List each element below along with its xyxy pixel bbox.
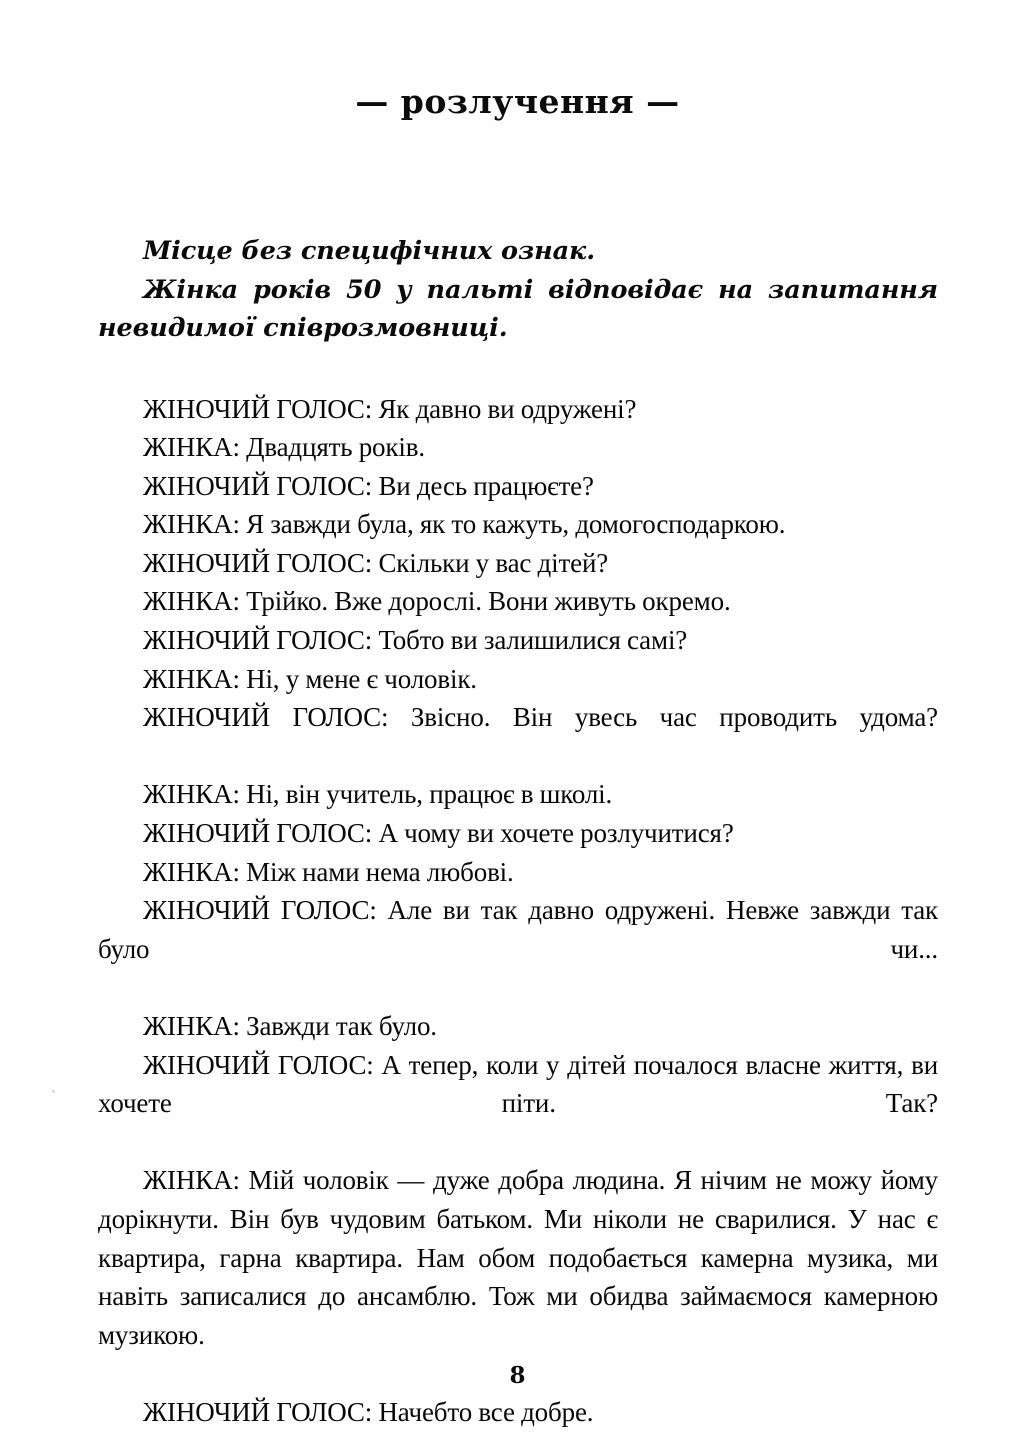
- page-title: — розлучення —: [355, 82, 680, 121]
- dialogue-line: ЖІНОЧИЙ ГОЛОС: А чому ви хочете розлучитися?: [143, 818, 734, 849]
- dialogue-line: ЖІНОЧИЙ ГОЛОС: Ви десь працюєте?: [143, 470, 594, 501]
- dialogue-line: ЖІНОЧИЙ ГОЛОС: Начебто все добре.: [143, 1396, 594, 1427]
- dialogue-line: ЖІНОЧИЙ ГОЛОС: Але ви так давно одружені. Невже завжди так було чи...: [98, 895, 938, 964]
- stage-direction: Місце без специфічних ознак.: [143, 236, 595, 266]
- dialogue-line: ЖІНКА: Мій чоловік — дуже добра людина. Я нічим не можу йому дорікнути. Він був чудовим батьком. Ми ніколи не сварилися. У нас є квартира, гарна квартира. Нам обом подобається камерна музика, ми навіть записалися до ансамблю. Тож ми обидва займаємося камерною музикою.: [98, 1165, 938, 1350]
- dialogue-line: ЖІНОЧИЙ ГОЛОС: А тепер, коли у дітей почалося власне життя, ви хочете піти. Так?: [98, 1049, 938, 1119]
- dialogue-line: ЖІНОЧИЙ ГОЛОС: Тобто ви залишилися самі?: [143, 625, 688, 656]
- page-number: 8: [509, 1362, 526, 1389]
- dialogue-line: ЖІНКА: Ні, у мене є чоловік.: [143, 663, 477, 694]
- dialogue-line: ЖІНКА: Я завжди була, як то кажуть, домогосподаркою.: [143, 509, 786, 540]
- dialogue-line: ЖІНКА: Завжди так було.: [143, 1011, 437, 1041]
- dialogue-line: ЖІНКА: Між нами нема любові.: [143, 856, 514, 887]
- stage-direction: Жінка років 50 у пальті відповідає на запитання невидимої співрозмовниці.: [98, 274, 938, 343]
- dialogue-line: ЖІНКА: Двадцять років.: [143, 432, 425, 463]
- page-body: [98, 232, 938, 1432]
- section-gap: [98, 348, 938, 390]
- dialogue-line: ЖІНОЧИЙ ГОЛОС: Як давно ви одружені?: [143, 393, 637, 424]
- dialogue-line: ЖІНОЧИЙ ГОЛОС: Звісно. Він увесь час проводить удома?: [143, 702, 938, 733]
- dialogue-line: ЖІНКА: Трійко. Вже дорослі. Вони живуть окремо.: [143, 586, 731, 617]
- dialogue-line: ЖІНОЧИЙ ГОЛОС: Скільки у вас дітей?: [143, 547, 609, 578]
- scan-artifact: [52, 1090, 55, 1093]
- dialogue-line: ЖІНКА: Ні, він учитель, працює в школі.: [143, 779, 613, 810]
